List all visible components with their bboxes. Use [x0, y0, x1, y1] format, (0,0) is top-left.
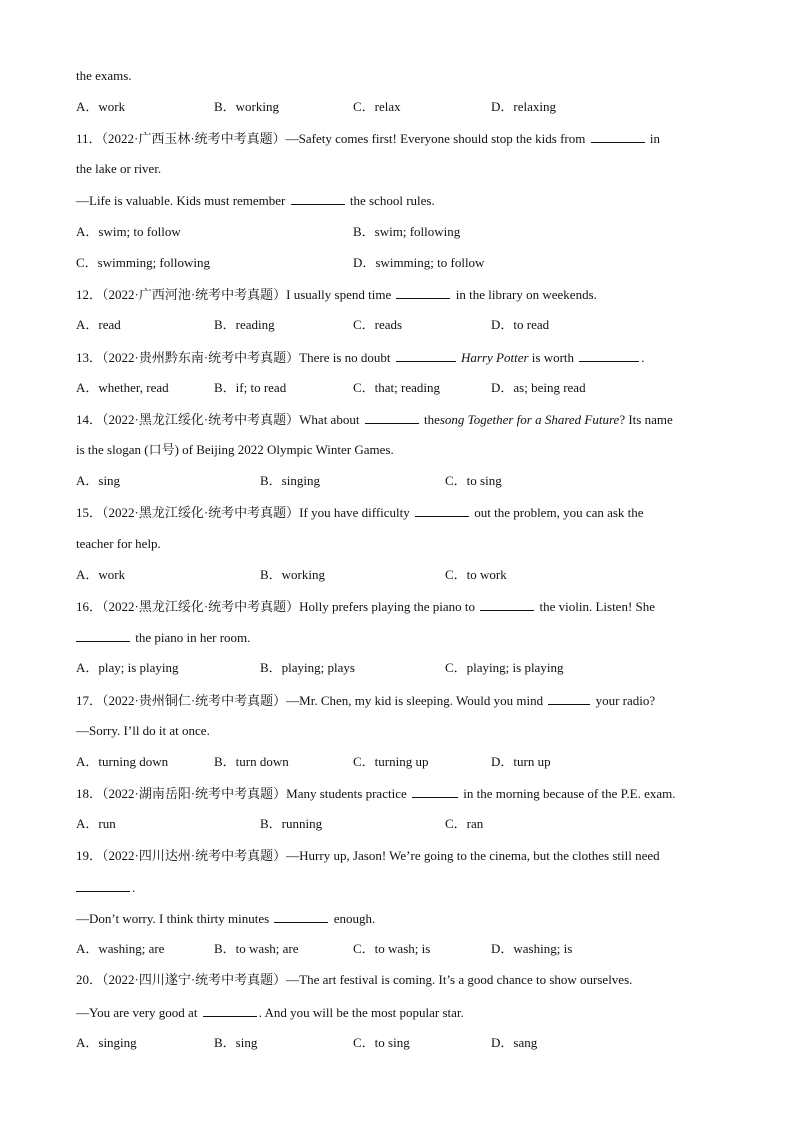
q14-option-a[interactable]: A．sing: [76, 473, 121, 488]
q17-option-a[interactable]: A．turning down: [76, 754, 169, 769]
q10-option-b[interactable]: B．working: [214, 99, 280, 114]
q20-option-d[interactable]: D．sang: [491, 1035, 538, 1050]
answer-blank: [412, 784, 458, 798]
q19-stem-end: .: [132, 880, 136, 895]
q11-stem-line3: [76, 191, 435, 209]
q13-option-d[interactable]: D．as; being read: [491, 380, 586, 395]
q12-option-b[interactable]: B．reading: [214, 317, 275, 332]
q19-reply-text-b: enough.: [333, 911, 376, 926]
q17-stem-text-b: your radio?: [595, 693, 656, 708]
q15-option-b[interactable]: B．working: [260, 567, 326, 582]
q17-stem-text: 17．（2022·贵州铜仁·统考中考真题）—Mr. Chen, my kid is sleeping. Would you mind: [76, 693, 544, 708]
q15-stem-line1: [76, 503, 644, 521]
q17-option-c[interactable]: C．turning up: [353, 754, 429, 769]
q14-option-b[interactable]: B．singing: [260, 473, 320, 488]
q16-option-b[interactable]: B．playing; plays: [260, 660, 355, 675]
answer-blank: [415, 503, 469, 517]
q19-option-c[interactable]: C．to wash; is: [353, 941, 431, 956]
q14-stem-line2: [76, 441, 394, 459]
q12-stem: [76, 285, 597, 303]
q20-option-b[interactable]: B．sing: [214, 1035, 258, 1050]
q20-stem-line1: [76, 971, 632, 989]
q17-option-d[interactable]: D．turn up: [491, 754, 551, 769]
q12-option-d[interactable]: D．to read: [491, 317, 550, 332]
q13-stem-text-b: is worth: [531, 350, 575, 365]
q10-option-a[interactable]: A．work: [76, 99, 126, 114]
intro-text: the exams.: [76, 68, 132, 83]
q16-option-c[interactable]: C．playing; is playing: [445, 660, 564, 675]
q11-reply-text: —Life is valuable. Kids must remember: [76, 193, 286, 208]
q14-stem-text: 14．（2022·黑龙江绥化·统考中考真题）What about: [76, 412, 360, 427]
q12-option-c[interactable]: C．reads: [353, 317, 403, 332]
q14-stem-text-d: is the slogan (口号) of Beijing 2022 Olympic Winter Games.: [76, 442, 394, 457]
q19-stem-line2: [76, 878, 135, 896]
q11-stem-line2: [76, 160, 161, 178]
answer-blank: [396, 348, 456, 362]
question-continuation: [76, 67, 132, 85]
q14-option-c[interactable]: C．to sing: [445, 473, 502, 488]
q11-reply-text-b: the school rules.: [349, 193, 435, 208]
q15-stem-text: 15．（2022·黑龙江绥化·统考中考真题）If you have difficulty: [76, 505, 410, 520]
q16-stem-text-b: the violin. Listen! She: [539, 599, 656, 614]
q17-reply-text: —Sorry. I’ll do it at once.: [76, 723, 210, 738]
q18-stem-text-b: in the morning because of the P.E. exam.: [463, 786, 676, 801]
q16-option-a[interactable]: A．play; is playing: [76, 660, 179, 675]
q18-option-a[interactable]: A．run: [76, 816, 116, 831]
q11-stem-line1: [76, 129, 660, 147]
q13-stem-text: 13．（2022·贵州黔东南·统考中考真题）There is no doubt: [76, 350, 391, 365]
q20-option-a[interactable]: A．singing: [76, 1035, 137, 1050]
q13-option-a[interactable]: A．whether, read: [76, 380, 169, 395]
q13-book-title: Harry Potter: [461, 350, 529, 365]
answer-blank: [548, 691, 590, 705]
q19-stem-text: 19．（2022·四川达州·统考中考真题）—Hurry up, Jason! We’re going to the cinema, but the clothes still need: [76, 848, 660, 863]
q19-reply-text: —Don’t worry. I think thirty minutes: [76, 911, 270, 926]
q15-option-a[interactable]: A．work: [76, 567, 126, 582]
q10-option-d[interactable]: D．relaxing: [491, 99, 556, 114]
q11-option-a[interactable]: A．swim; to follow: [76, 224, 181, 239]
q15-stem-text-b: out the problem, you can ask the: [474, 505, 644, 520]
answer-blank: [203, 1003, 257, 1017]
answer-blank: [76, 628, 130, 642]
q18-option-b[interactable]: B．running: [260, 816, 323, 831]
q18-stem: [76, 784, 676, 802]
q11-stem-text: 11．（2022·广西玉林·统考中考真题）—Safety comes first! Everyone should stop the kids from: [76, 131, 586, 146]
q20-option-c[interactable]: C．to sing: [353, 1035, 410, 1050]
q12-stem-text: 12．（2022·广西河池·统考中考真题）I usually spend time: [76, 287, 392, 302]
answer-blank: [365, 410, 419, 424]
answer-blank: [396, 285, 450, 299]
q14-song-title: song Together for a Shared Future: [439, 412, 620, 427]
q15-stem-text-c: teacher for help.: [76, 536, 161, 551]
q16-stem-line2: [76, 628, 250, 646]
q20-reply-text: —You are very good at: [76, 1005, 198, 1020]
q14-stem-line1: [76, 410, 673, 428]
answer-blank: [291, 191, 345, 205]
q12-stem-text-b: in the library on weekends.: [455, 287, 597, 302]
q19-stem-line3: [76, 909, 375, 927]
q13-stem-end: .: [641, 350, 645, 365]
answer-blank: [274, 909, 328, 923]
q19-option-b[interactable]: B．to wash; are: [214, 941, 299, 956]
answer-blank: [579, 348, 639, 362]
q20-stem-line2: [76, 1003, 464, 1021]
q11-stem-text-c: the lake or river.: [76, 161, 162, 176]
q14-stem-text-c: ? Its name: [619, 412, 673, 427]
q17-option-b[interactable]: B．turn down: [214, 754, 289, 769]
q16-stem-line1: [76, 597, 655, 615]
answer-blank: [76, 878, 130, 892]
answer-blank: [480, 597, 534, 611]
q13-stem: [76, 348, 645, 366]
q15-stem-line2: [76, 535, 161, 553]
q20-stem-text: 20．（2022·四川遂宁·统考中考真题）—The art festival is coming. It’s a good chance to show ourselves.: [76, 972, 633, 987]
q20-reply-text-b: . And you will be the most popular star.: [258, 1005, 464, 1020]
q19-option-a[interactable]: A．washing; are: [76, 941, 165, 956]
q14-stem-text-b: the: [423, 412, 440, 427]
q17-stem-line1: [76, 691, 655, 709]
q17-stem-line2: [76, 722, 210, 740]
q10-option-c[interactable]: C．relax: [353, 99, 401, 114]
q16-stem-text: 16．（2022·黑龙江绥化·统考中考真题）Holly prefers playing the piano to: [76, 599, 475, 614]
q18-stem-text: 18．（2022·湖南岳阳·统考中考真题）Many students practice: [76, 786, 407, 801]
q13-option-c[interactable]: C．that; reading: [353, 380, 441, 395]
q13-option-b[interactable]: B．if; to read: [214, 380, 287, 395]
q11-stem-text-b: in: [649, 131, 660, 146]
answer-blank: [591, 129, 645, 143]
q11-option-b[interactable]: B．swim; following: [353, 224, 461, 239]
q11-option-d[interactable]: D．swimming; to follow: [353, 255, 485, 270]
q19-option-d[interactable]: D．washing; is: [491, 941, 573, 956]
q18-option-c[interactable]: C．ran: [445, 816, 484, 831]
q19-stem-line1: [76, 847, 660, 865]
q15-option-c[interactable]: C．to work: [445, 567, 507, 582]
q16-stem-text-c: the piano in her room.: [135, 630, 251, 645]
q12-option-a[interactable]: A．read: [76, 317, 121, 332]
q11-option-c[interactable]: C．swimming; following: [76, 255, 210, 270]
